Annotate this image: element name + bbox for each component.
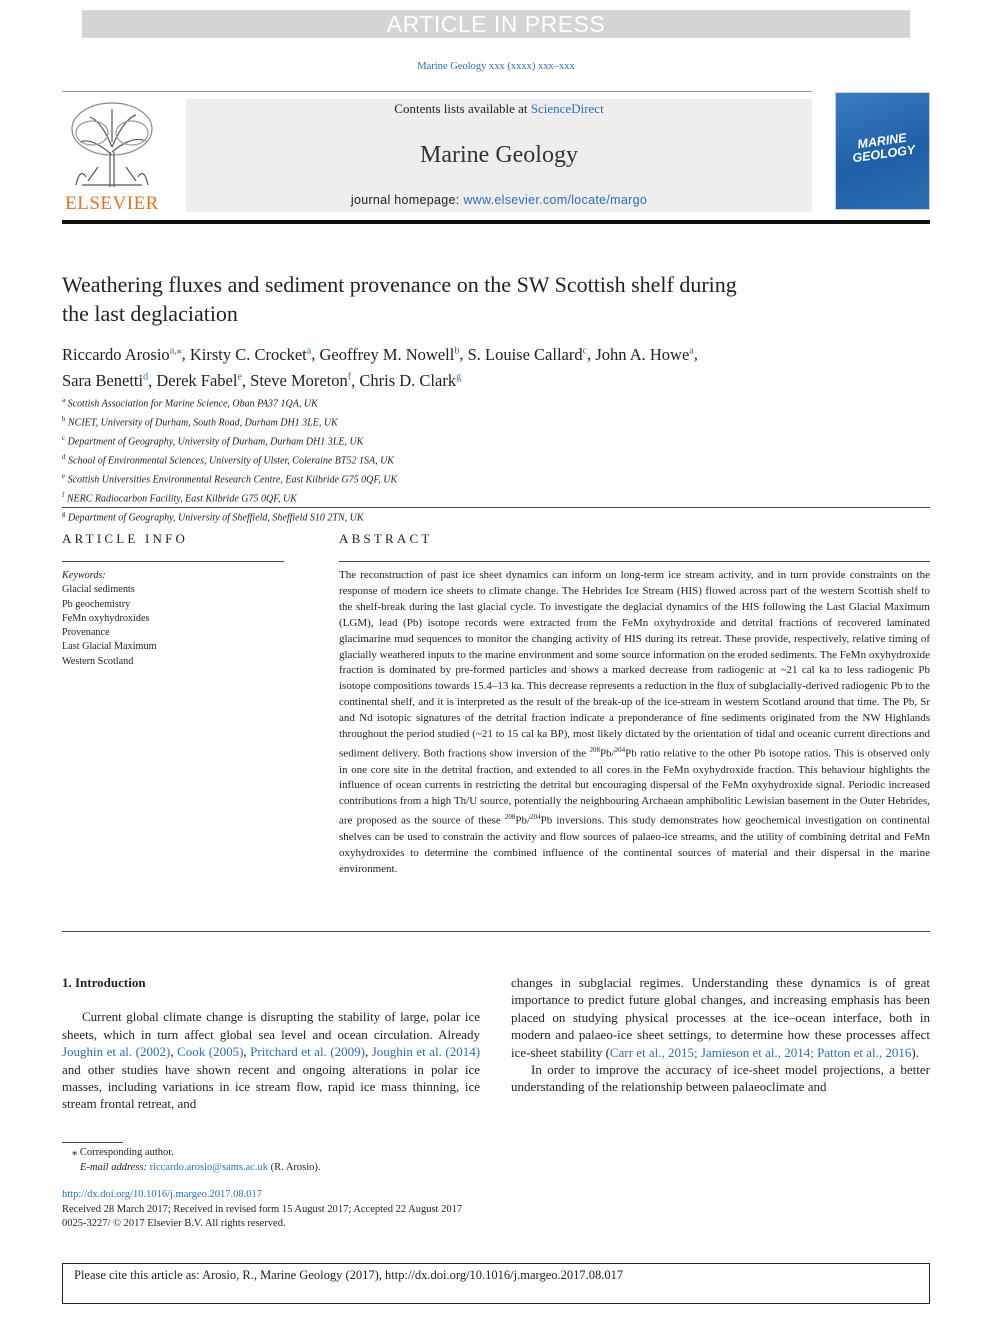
publication-info: [62, 1188, 662, 1232]
article-in-press-banner: ARTICLE IN PRESS: [82, 10, 910, 38]
article-title: [62, 270, 882, 328]
author[interactable]: Geoffrey M. Nowell$^b$: [319, 344, 460, 364]
journal-reference[interactable]: Marine Geology xxx (xxxx) xxx–xxx: [417, 61, 575, 72]
email-line: E-mail address: riccardo.arosio@sams.ac.uk (R. Arosio).: [80, 1161, 321, 1173]
author[interactable]: Riccardo Arosio$^{a,⁎}$: [62, 344, 182, 364]
affiliations: [62, 393, 762, 525]
contents-line: [186, 101, 812, 117]
author[interactable]: Steve Moreton$^f$: [250, 371, 352, 390]
affiliation: $^g$ Department of Geography, University of Sheffield, Sheffield S10 2TN, UK: [62, 509, 364, 523]
title-line-1: Weathering fluxes and sediment provenance on the SW Scottish shelf during: [62, 272, 737, 297]
keyword: Glacial sediments: [62, 584, 135, 596]
paragraph: changes in subglacial regimes. Understanding these dynamics is of great importance to predict future global changes, and increasing emphasis has been placed on studying physical processes at the ice–ocean interface, both in modern and palaeo-ice sheet settings, to determine how these processes affect ice-sheet stability (Carr et al., 2015; Jamieson et al., 2014; Patton et al., 2016).: [511, 975, 930, 1060]
author[interactable]: Kirsty C. Crocket$^a$: [189, 344, 312, 364]
affiliation: $^b$ NCIET, University of Durham, South Road, Durham DH1 3LE, UK: [62, 414, 338, 429]
elsevier-wordmark: ELSEVIER: [65, 193, 159, 214]
author[interactable]: Sara Benetti$^d$: [62, 371, 149, 390]
footnote-rule: [62, 1142, 123, 1143]
homepage-link[interactable]: www.elsevier.com/locate/margo: [463, 193, 648, 207]
affiliation: $^a$ Scottish Association for Marine Science, Oban PA37 1QA, UK: [62, 396, 318, 410]
affiliation: $^f$ NERC Radiocarbon Facility, East Kilbride G75 0QF, UK: [62, 490, 297, 504]
sciencedirect-link[interactable]: ScienceDirect: [530, 101, 604, 116]
header-rule: [62, 220, 930, 224]
paragraph: In order to improve the accuracy of ice-sheet model projections, a better understanding of the relationship between palaeoclimate and: [511, 1062, 930, 1095]
article-info-rule: [62, 561, 284, 562]
article-info-heading: ARTICLE INFO: [62, 531, 189, 546]
citation-link[interactable]: Joughin et al. (2002): [62, 1044, 171, 1060]
body-column-left: [62, 974, 480, 1113]
author[interactable]: John A. Howe$^a$: [595, 344, 694, 364]
citation-link[interactable]: Pritchard et al. (2009): [250, 1044, 365, 1060]
author[interactable]: Derek Fabel$^e$: [156, 371, 242, 390]
corresponding-author-note: ⁎ Corresponding author.: [72, 1147, 174, 1158]
journal-homepage: [186, 193, 812, 207]
copyright: 0025-3227/ © 2017 Elsevier B.V. All rights reserved.: [62, 1218, 286, 1230]
body-column-right: [511, 974, 930, 1096]
keyword: Western Scotland: [62, 655, 134, 667]
keyword: Last Glacial Maximum: [62, 641, 157, 653]
abstract-heading: ABSTRACT: [339, 531, 433, 546]
citation-link[interactable]: Carr et al., 2015; Jamieson et al., 2014; Patton et al., 2016: [609, 1044, 912, 1060]
title-line-2: the last deglaciation: [62, 301, 238, 326]
keyword: FeMn oxyhydroxides: [62, 612, 150, 624]
section-rule: [62, 507, 930, 508]
keywords-label: Keywords:: [62, 570, 106, 581]
email-link[interactable]: riccardo.arosio@sams.ac.uk: [149, 1161, 269, 1173]
received-dates: Received 28 March 2017; Received in revised form 15 August 2017; Accepted 22 August 2017: [62, 1203, 463, 1215]
citation-link[interactable]: Cook (2005): [177, 1044, 244, 1060]
citation-link[interactable]: Joughin et al. (2014): [371, 1044, 481, 1060]
cover-title: MARINE GEOLOGY: [851, 130, 917, 166]
doi-link[interactable]: http://dx.doi.org/10.1016/j.margeo.2017.08.017: [62, 1189, 262, 1200]
section-heading: 1. Introduction: [62, 975, 146, 990]
keyword: Pb geochemistry: [62, 598, 131, 610]
affiliation: $^e$ Scottish Universities Environmental Research Centre, East Kilbride G75 0QF, UK: [62, 471, 398, 486]
affiliation: $^d$ School of Environmental Sciences, University of Ulster, Coleraine BT52 1SA, UK: [62, 452, 394, 467]
author[interactable]: Chris D. Clark$^g$: [359, 371, 462, 390]
abstract-rule: [339, 561, 930, 562]
cite-this-article: Please cite this article as: Arosio, R., Marine Geology (2017), http://dx.doi.org/10.1016/j.margeo.2017.08.017: [74, 1268, 624, 1282]
keyword: Provenance: [62, 627, 110, 639]
author[interactable]: S. Louise Callard$^c$: [467, 344, 588, 364]
contents-prefix: Contents lists available at: [394, 101, 531, 116]
footnote: [62, 1146, 662, 1175]
homepage-label: journal homepage:: [350, 193, 464, 207]
affiliation: $^c$ Department of Geography, University of Durham, Durham DH1 3LE, UK: [62, 433, 364, 448]
journal-name: Marine Geology: [420, 142, 578, 168]
header-top-rule: [62, 91, 812, 92]
abstract-text: The reconstruction of past ice sheet dynamics can inform on long-term ice stream activity, and in turn provide constraints on the response of modern ice sheets to climate change. The Hebrides Ice Stream (HIS) flowed across part of the western Scottish shelf to the shelf-break during the last glacial cycle. To investigate the deglacial dynamics of the HIS following the Last Glacial Maximum (LGM), lead (Pb) isotope records were extracted from the FeMn oxyhydroxide and detrital fractions of recovered laminated glacimarine mud sequences to monitor the changing activity of HIS during its retreat. These provide, respectively, relative timing of glacially weathered inputs to the marine environment and some source information on the eroded sediments. The FeMn oxyhydroxide fraction is dominated by pre-formed particles and shows a marked decrease from radiogenic at ~21 cal ka to less radiogenic Pb isotope compositions towards 15.4–13 ka. This decrease represents a reduction in the flux of subglacially-derived radiogenic Pb to the continental shelf, and it is interpreted as the result of the break-up of the ice-stream in western Scotland around that time. The Pb, Sr and Nd isotopic signatures of the detrital fraction indicate a preponderance of fine sediments originated from the NW Highlands throughout the period studied (~21 to 15 cal ka BP), most likely dictated by the orientation of tidal and oceanic current directions and sediment delivery. Both fractions show inversion of the $^{208}$Pb/$^{204}$Pb ratio relative to the other Pb isotope ratios. This is observed only in one core site in the detrital fraction, and extended to all cores in the FeMn oxyhydroxide fraction. This behaviour highlights the influence of ocean currents in restricting the detrital but encouraging dispersal of the FeMn oxyhydroxide signal. Periodic increased contributions from a high Th/U source, potentially the neighbouring Archaean amphibolitic Lewisian basement in the Outer Hebrides, are proposed as the source of these $^{208}$Pb/$^{204}$Pb inversions. This study demonstrates how geochemical investigation on continental shelves can be used to constrain the activity and flow sources of palaeo-ice streams, and the utility of combining detrital and FeMn oxyhydroxides to determine the combined influence of the continental sources of material and their dispersal in the marine environment.: [339, 569, 931, 875]
author-list: Riccardo Arosio$^{a,⁎}$, Kirsty C. Crocket$^a$, Geoffrey M. Nowell$^b$, S. Louise Callard$^c$, John A. Howe$^a$, Sara Benetti$^d$, Derek Fabel$^e$, Steve Moreton$^f$, Chris D. Clark$^g$: [62, 344, 698, 390]
paragraph: Current global climate change is disrupting the stability of large, polar ice sheets, which in turn affect global sea level and ocean circulation. Already Joughin et al. (2002), Cook (2005), Pritchard et al. (2009), Joughin et al. (2014) and other studies have shown recent and ongoing alterations in polar ice masses, including variations in ice stream flow, rapid ice mass thinning, ice stream frontal retreat, and: [62, 1009, 481, 1112]
keywords-block: [62, 569, 284, 669]
section-rule: [62, 931, 930, 932]
